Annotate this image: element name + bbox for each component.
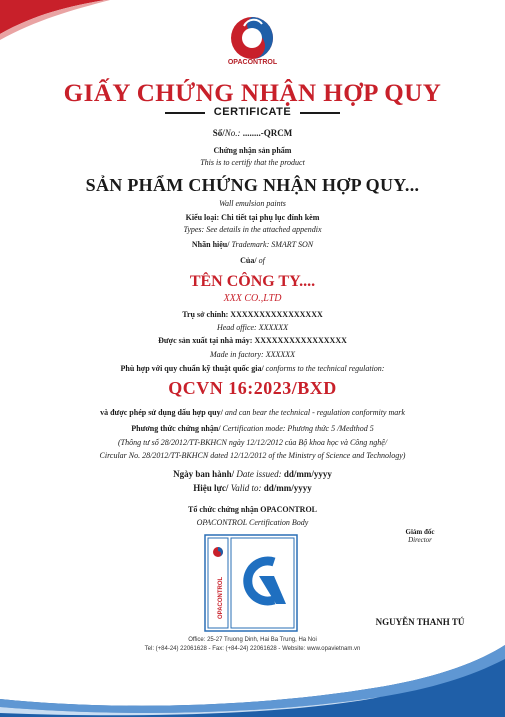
valid-value: dd/mm/yyyy	[263, 483, 312, 493]
footer-office: Office: 25-27 Truong Dinh, Hai Ba Trung, Ha Noi	[188, 637, 317, 643]
brand-name: OPACONTROL	[227, 59, 278, 66]
product-name: SẢN PHẨM CHỨNG NHẬN HỢP QUY...	[85, 175, 420, 195]
regulation-code: QCVN 16:2023/BXD	[168, 378, 337, 398]
factory-en: Made in factory: XXXXXX	[209, 350, 296, 359]
conform-en: conforms to the technical regulation:	[263, 364, 385, 373]
circular-vi: (Thông tư số 28/2012/TT-BKHCN ngày 12/12/2012 của Bộ khoa học và Công nghệ/	[117, 438, 388, 447]
issued-value: dd/mm/yyyy	[283, 469, 332, 479]
footer-contact: Tel: (+84-24) 22061628 - Fax: (+84-24) 22061628 - Website: www.opavietnam.vn	[144, 646, 361, 652]
issued-vi: Ngày ban hành/	[173, 469, 235, 479]
signer-name: NGUYỄN THANH TÚ	[375, 617, 465, 627]
types-vi: Kiểu loại: Chi tiết tại phụ lục đính kèm	[185, 213, 320, 222]
stamp-text: OPACONTROL	[218, 576, 224, 619]
certify-en: This is to certify that the product	[200, 158, 305, 167]
director-en: Director	[408, 536, 432, 544]
conformity-mark-icon	[204, 534, 298, 632]
certificate-subtitle: CERTIFICATE	[213, 106, 292, 118]
issued-en: Date issued:	[234, 469, 284, 479]
company-name-en: XXX CO.,LTD	[223, 293, 282, 304]
trademark-value: Trademark: SMART SON	[229, 240, 314, 249]
opacontrol-logo-icon	[226, 10, 278, 62]
conform-line	[0, 364, 505, 373]
product-en: Wall emulsion paints	[219, 199, 286, 208]
types-en: Types: See details in the attached appendix	[183, 225, 322, 234]
mode-vi: Phương thức chứng nhận/	[131, 424, 221, 433]
of-line	[0, 256, 505, 265]
mark-en: and can bear the technical - regulation conformity mark	[222, 408, 405, 417]
trademark-label: Nhãn hiệu/	[191, 240, 230, 249]
number-value: ........-QRCM	[240, 128, 293, 138]
head-office-en: Head office: XXXXXX	[216, 323, 289, 332]
issued-line	[0, 469, 505, 479]
mode-en: Certification mode: Phương thức 5 /Medthod 5	[220, 424, 374, 433]
company-name: TÊN CÔNG TY....	[189, 273, 316, 290]
certificate-number	[0, 128, 505, 138]
trademark-line	[0, 240, 505, 249]
mode-line	[0, 424, 505, 433]
top-left-corner-decoration	[0, 0, 110, 40]
valid-line	[0, 483, 505, 493]
certification-body-en: OPACONTROL Certification Body	[196, 518, 309, 527]
of-label: Của/	[240, 256, 257, 265]
number-label-en: No.:	[224, 128, 241, 138]
subtitle-right-rule	[300, 112, 340, 114]
director-block	[380, 528, 460, 544]
mark-vi: và được phép sử dụng dấu hợp quy/	[100, 408, 223, 417]
factory-vi: Được sản xuất tại nhà máy: XXXXXXXXXXXXXXXX	[158, 336, 347, 345]
head-office-vi: Trụ sở chính: XXXXXXXXXXXXXXXX	[182, 310, 323, 319]
director-vi: Giám đốc	[405, 528, 435, 536]
number-label: Số/	[212, 128, 225, 138]
mark-line	[0, 408, 505, 417]
of-label-en: of	[256, 256, 265, 265]
certification-body-vi: Tổ chức chứng nhận OPACONTROL	[187, 505, 318, 514]
certificate-title: GIẤY CHỨNG NHẬN HỢP QUY	[63, 80, 442, 107]
valid-en: Valid to:	[228, 483, 264, 493]
valid-vi: Hiệu lực/	[193, 483, 229, 493]
conform-vi: Phù hợp với quy chuẩn kỹ thuật quốc gia/	[120, 364, 264, 373]
subtitle-left-rule	[165, 112, 205, 114]
circular-en: Circular No. 28/2012/TT-BKHCN dated 12/12/2012 of the Ministry of Science and Technology)	[99, 451, 406, 460]
certify-vi: Chứng nhận sản phẩm	[213, 146, 292, 155]
certificate-subtitle-row	[165, 106, 340, 120]
